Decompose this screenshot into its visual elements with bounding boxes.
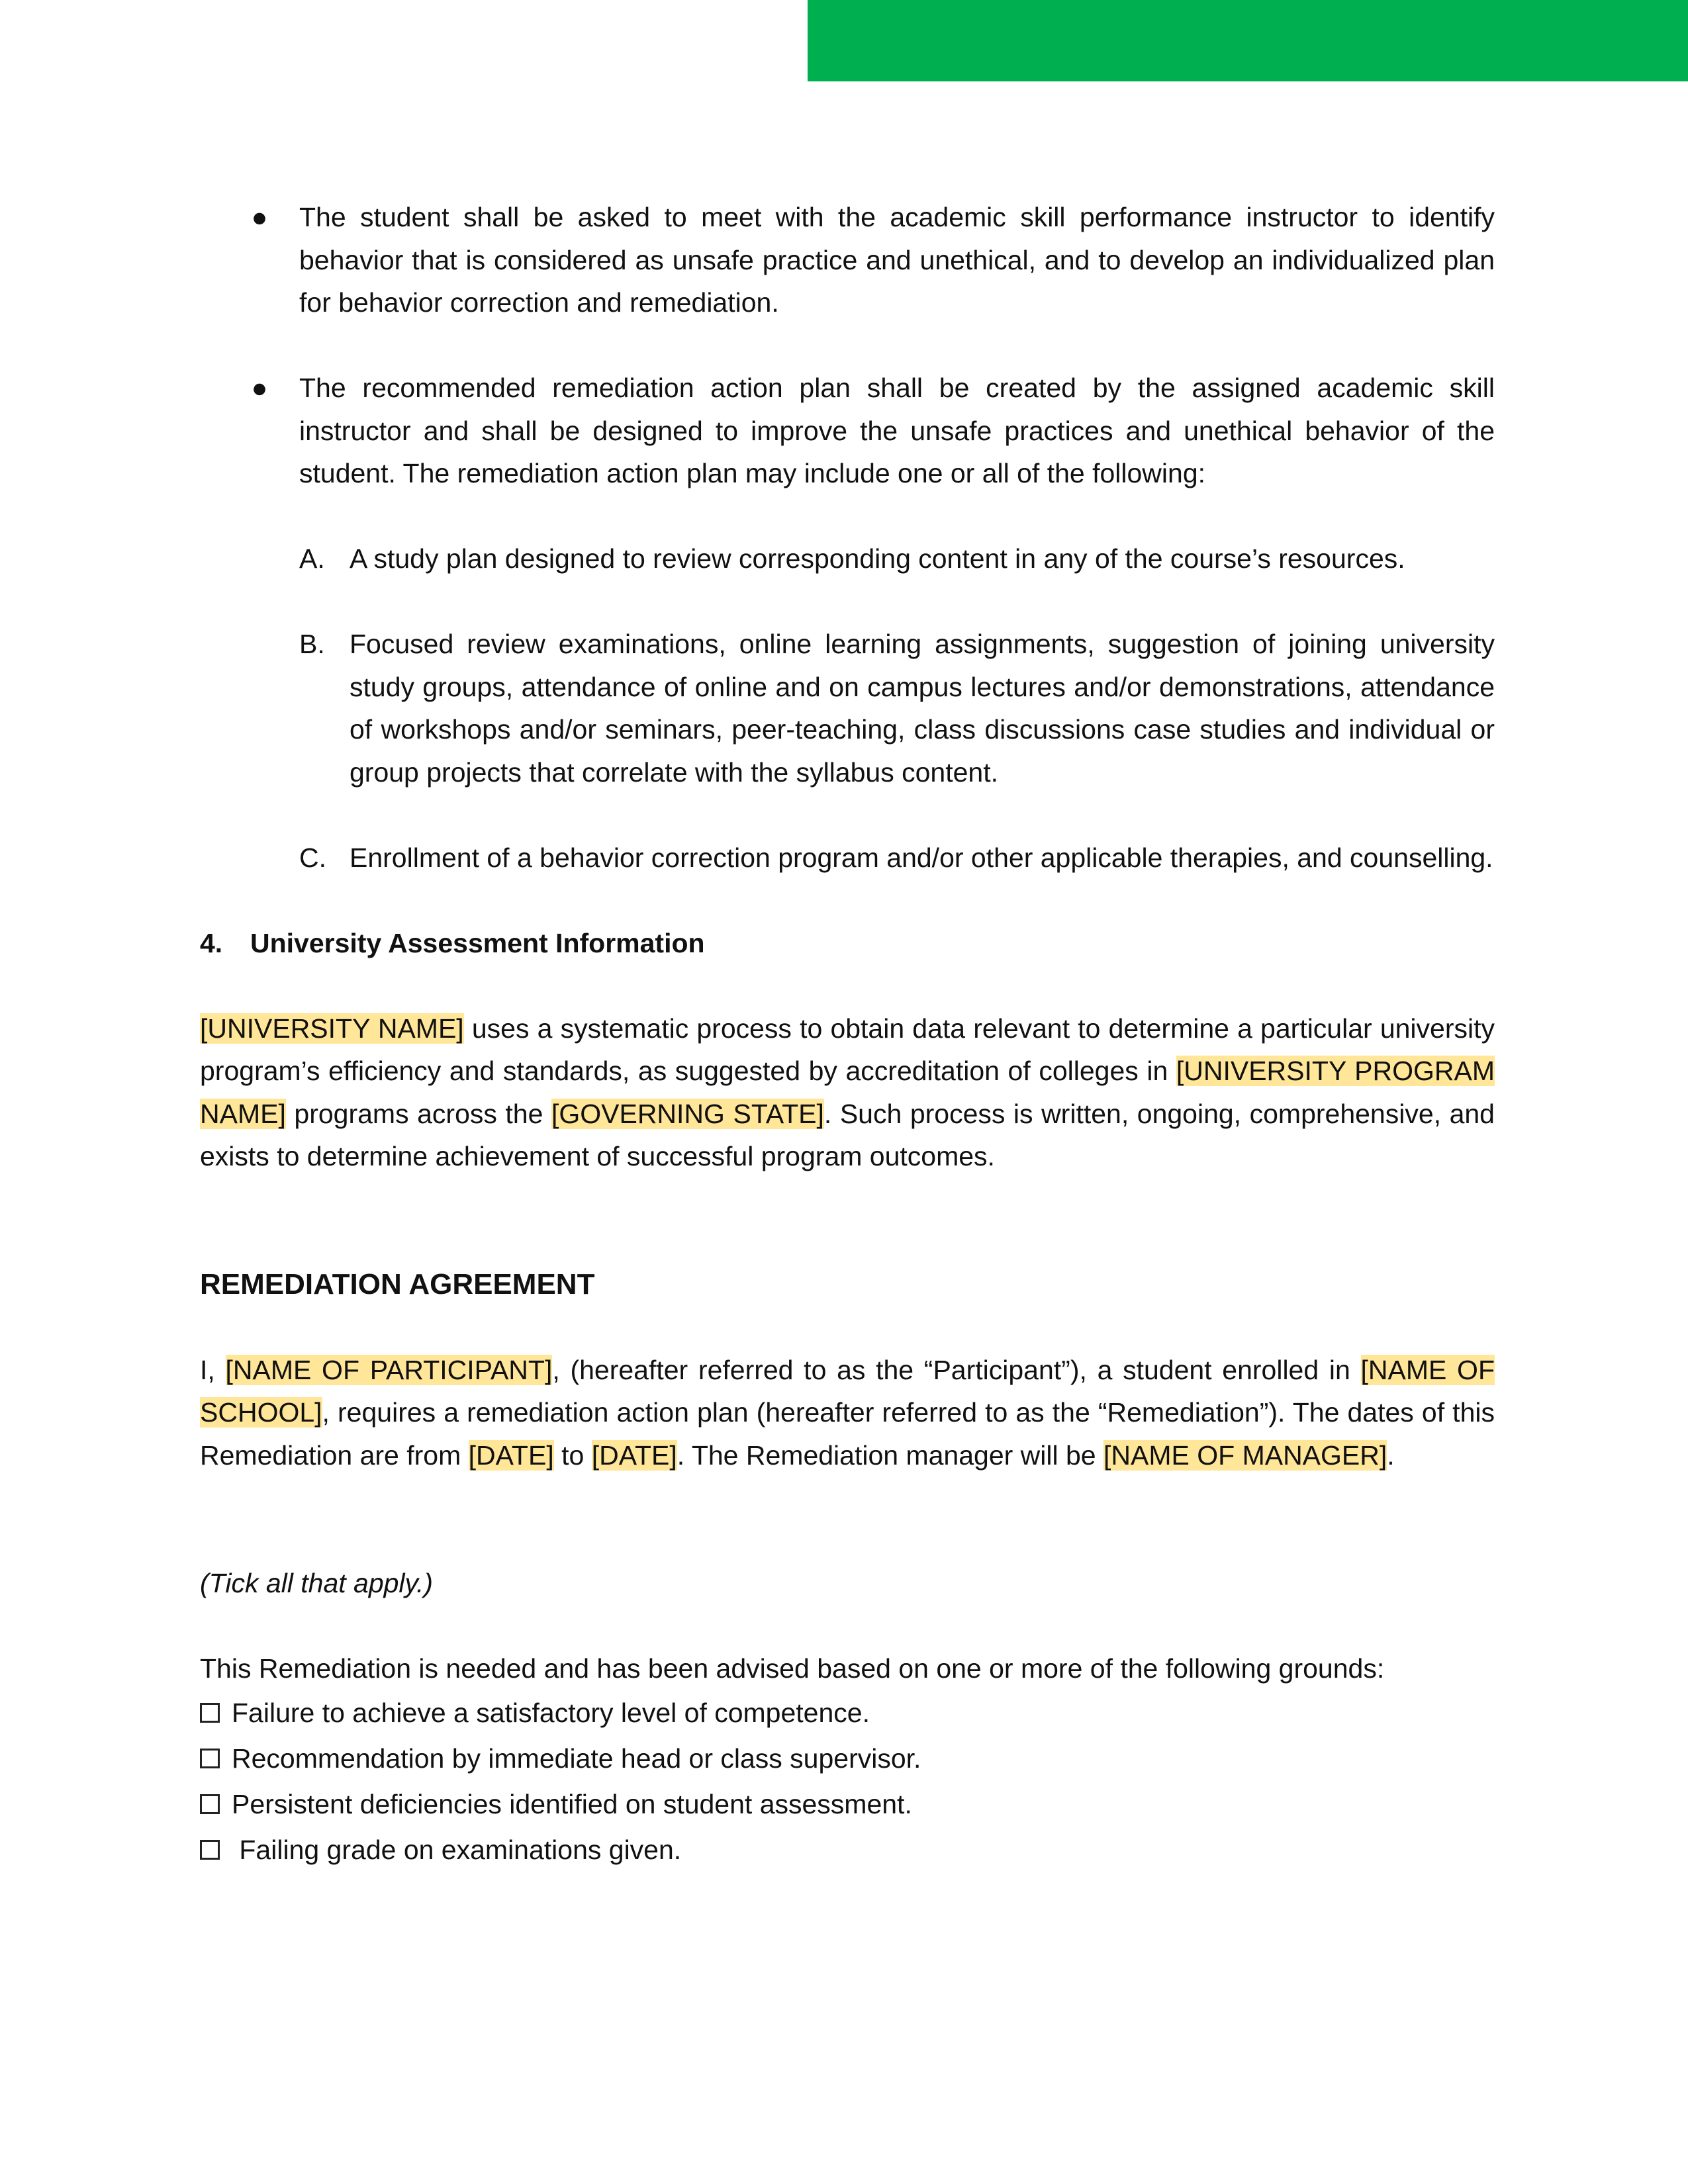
bullet-dot-icon: ● <box>251 202 268 232</box>
bullet-text: The student shall be asked to meet with the academic skill performance instructor to identify behavior that is considered as unsafe practice and unethical, and to develop an individualized plan for behavior correction and remediation. <box>299 202 1495 318</box>
agreement-title: REMEDIATION AGREEMENT <box>200 1267 595 1300</box>
option-item-a <box>200 537 1495 580</box>
section-title: University Assessment Information <box>250 927 705 958</box>
grounds-intro: This Remediation is needed and has been advised based on one or more of the following grounds: <box>200 1653 1385 1684</box>
checkbox[interactable] <box>200 1703 220 1723</box>
section-heading <box>200 922 1495 965</box>
option-letter: C. <box>299 842 326 873</box>
checklist-item <box>200 1827 1495 1873</box>
checkbox[interactable] <box>200 1840 220 1860</box>
placeholder-university-name: [UNIVERSITY NAME] <box>200 1013 464 1044</box>
paragraph-text: uses a systematic process to obtain data relevant to determine a particular university program’s efficiency and standards, as suggested by accreditation of colleges in <box>200 1013 1495 1086</box>
bullet-item <box>200 367 1495 495</box>
checklist-item <box>200 1690 1495 1736</box>
tick-note: (Tick all that apply.) <box>200 1568 434 1598</box>
option-text: A study plan designed to review corresponding content in any of the course’s resources. <box>350 543 1405 574</box>
paragraph-text: . Such process is written, ongoing, comprehensive, and exists to determine achievement of successful program outcomes. <box>200 1098 1495 1171</box>
option-letter: B. <box>299 629 325 659</box>
placeholder-program-name: [UNIVERSITY PROGRAM NAME] <box>200 1056 1495 1129</box>
placeholder-governing-state: [GOVERNING STATE] <box>551 1098 824 1129</box>
option-text: Focused review examinations, online learning assignments, suggestion of joining university study groups, attendance of online and on campus lectures and/or demonstrations, attendance of workshops and/or seminars, peer-teaching, class discussions case studies and individual or group projects that correlate with the syllabus content. <box>350 629 1495 788</box>
placeholder-manager: [NAME OF MANAGER] <box>1103 1439 1387 1471</box>
header-accent-bar <box>808 0 1688 81</box>
document-body <box>200 196 1495 1873</box>
option-text: Enrollment of a behavior correction program and/or other applicable therapies, and counselling. <box>350 842 1493 873</box>
paragraph-text: . <box>1387 1439 1395 1471</box>
checklist-item <box>200 1782 1495 1827</box>
option-letter: A. <box>299 543 325 574</box>
placeholder-date-from: [DATE] <box>468 1439 554 1471</box>
bullet-item <box>200 196 1495 324</box>
paragraph-text: , requires a remediation action plan (hereafter referred to as the “Remediation”). The dates of this Remediation are from <box>200 1397 1495 1471</box>
paragraph-text: , (hereafter referred to as the “Participant”), a student enrolled in <box>552 1354 1361 1385</box>
assessment-paragraph <box>200 1007 1495 1178</box>
checklist-label: Persistent deficiencies identified on student assessment. <box>232 1788 912 1819</box>
option-item-b <box>200 623 1495 794</box>
grounds-checklist <box>200 1690 1495 1873</box>
placeholder-school: [NAME OF SCHOOL] <box>200 1354 1495 1428</box>
checklist-label: Recommendation by immediate head or class supervisor. <box>232 1743 921 1774</box>
checklist-label: Failing grade on examinations given. <box>232 1834 682 1865</box>
placeholder-participant: [NAME OF PARTICIPANT] <box>225 1354 553 1385</box>
section-number: 4. <box>200 927 223 958</box>
option-item-c <box>200 837 1495 880</box>
checkbox[interactable] <box>200 1794 220 1814</box>
paragraph-text: programs across the <box>285 1098 551 1129</box>
paragraph-text: . The Remediation manager will be <box>677 1439 1103 1471</box>
paragraph-text: I, <box>200 1354 226 1385</box>
paragraph-text: to <box>553 1439 592 1471</box>
placeholder-date-to: [DATE] <box>591 1439 677 1471</box>
checklist-item <box>200 1736 1495 1782</box>
bullet-text: The recommended remediation action plan shall be created by the assigned academic skill instructor and shall be designed to improve the unsafe practices and unethical behavior of the student. The remediation action plan may include one or all of the following: <box>299 373 1495 488</box>
checklist-label: Failure to achieve a satisfactory level of competence. <box>232 1697 870 1728</box>
agreement-paragraph <box>200 1349 1495 1477</box>
bullet-dot-icon: ● <box>251 373 268 403</box>
checkbox[interactable] <box>200 1749 220 1768</box>
